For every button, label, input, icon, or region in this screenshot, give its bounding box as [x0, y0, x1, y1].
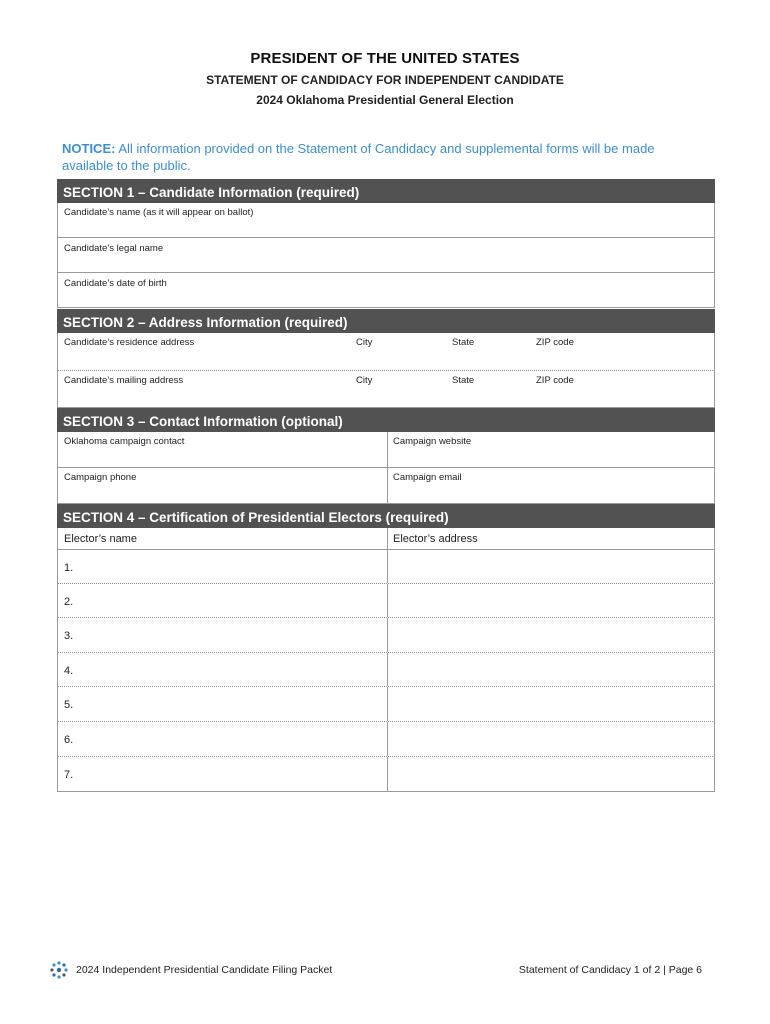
footer-packet-title: 2024 Independent Presidential Candidate Filing Packet	[76, 964, 333, 976]
section-3-header: SECTION 3 – Contact Information (optional)	[57, 408, 715, 432]
elector-number: 3.	[64, 630, 74, 642]
page-footer	[48, 962, 708, 980]
section-4-header: SECTION 4 – Certification of Presidential Electors (required)	[57, 504, 715, 528]
mailing-zip-label: ZIP code	[536, 375, 574, 386]
campaign-website-label: Campaign website	[393, 436, 472, 447]
column-divider	[387, 584, 388, 617]
candidacy-form	[57, 179, 715, 792]
notice	[62, 140, 682, 174]
election-name: 2024 Oklahoma Presidential General Election	[256, 93, 514, 107]
elector-row[interactable]	[57, 722, 715, 757]
notice-label: NOTICE:	[62, 141, 116, 156]
column-divider	[387, 722, 388, 756]
document-header	[0, 50, 770, 107]
candidate-legal-name-label: Candidate’s legal name	[64, 243, 164, 254]
mailing-state-label: State	[452, 375, 475, 386]
elector-name-header: Elector’s name	[64, 533, 137, 545]
contact-row-1	[57, 432, 715, 468]
column-divider	[387, 757, 388, 791]
elector-row[interactable]	[57, 757, 715, 792]
document-title: PRESIDENT OF THE UNITED STATES	[250, 50, 520, 67]
section-2-header: SECTION 2 – Address Information (required)	[57, 309, 715, 333]
residence-state-label: State	[452, 337, 475, 348]
column-divider	[387, 653, 388, 686]
mailing-address-row[interactable]	[57, 371, 715, 408]
oklahoma-seal-icon	[48, 959, 70, 981]
column-divider	[387, 618, 388, 652]
residence-city-label: City	[356, 337, 373, 348]
candidate-name-label: Candidate’s name (as it will appear on ballot)	[64, 207, 254, 218]
contact-row-2	[57, 468, 715, 504]
campaign-phone-label: Campaign phone	[64, 472, 137, 483]
candidate-dob-field[interactable]	[57, 273, 715, 308]
elector-row[interactable]	[57, 653, 715, 687]
column-divider	[387, 468, 388, 503]
candidate-name-field[interactable]	[57, 203, 715, 238]
elector-row[interactable]	[57, 687, 715, 722]
residence-zip-label: ZIP code	[536, 337, 574, 348]
campaign-contact-label: Oklahoma campaign contact	[64, 436, 185, 447]
campaign-email-label: Campaign email	[393, 472, 462, 483]
elector-number: 4.	[64, 665, 74, 677]
notice-text: All information provided on the Statement of Candidacy and supplemental forms will be made available to the public.	[62, 141, 655, 173]
column-divider	[387, 687, 388, 721]
elector-row[interactable]	[57, 550, 715, 584]
residence-address-label: Candidate’s residence address	[64, 337, 195, 348]
mailing-city-label: City	[356, 375, 373, 386]
column-divider	[387, 550, 388, 583]
elector-number: 7.	[64, 769, 74, 781]
column-divider	[387, 528, 388, 549]
candidate-dob-label: Candidate’s date of birth	[64, 278, 167, 289]
elector-number: 6.	[64, 734, 74, 746]
mailing-address-label: Candidate’s mailing address	[64, 375, 184, 386]
elector-number: 5.	[64, 699, 74, 711]
residence-address-row[interactable]	[57, 333, 715, 371]
document-subtitle: STATEMENT OF CANDIDACY FOR INDEPENDENT CANDIDATE	[206, 73, 564, 87]
elector-number: 2.	[64, 596, 74, 608]
column-divider	[387, 432, 388, 467]
footer-page-number: Statement of Candidacy 1 of 2 | Page 6	[518, 964, 702, 976]
elector-address-header: Elector’s address	[393, 533, 478, 545]
candidate-legal-name-field[interactable]	[57, 238, 715, 273]
section-1-header: SECTION 1 – Candidate Information (required)	[57, 179, 715, 203]
elector-row[interactable]	[57, 618, 715, 653]
elector-row[interactable]	[57, 584, 715, 618]
electors-column-headers	[57, 528, 715, 550]
elector-number: 1.	[64, 562, 74, 574]
